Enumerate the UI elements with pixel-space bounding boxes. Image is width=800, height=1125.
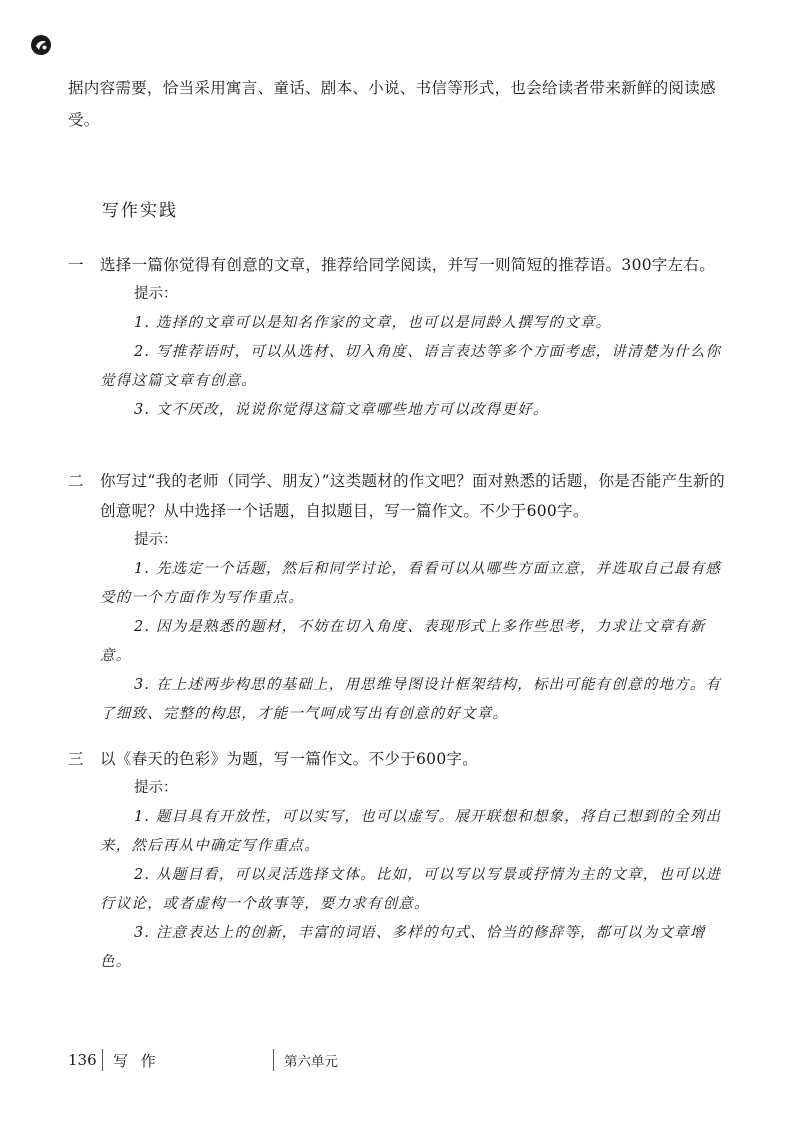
intro-paragraph: 据内容需要，恰当采用寓言、童话、剧本、小说、书信等形式，也会给读者带来新鲜的阅读感受。 <box>68 79 716 129</box>
hint-item: 2. 因为是熟悉的题材，不妨在切入角度、表现形式上多作些思考，力求让文章有新意。 <box>100 619 706 664</box>
task-2 <box>68 466 733 729</box>
hint-item: 2. 从题目看，可以灵活选择文体。比如，可以写以写景或抒情为主的文章，也可以进行议论，或者虚构一个故事等，要力求有创意。 <box>100 867 722 912</box>
hint-item: 3. 在上述两步构思的基础上，用思维导图设计框架结构，标出可能有创意的地方。有了细致、完整的构思，才能一气呵成写出有创意的好文章。 <box>100 677 722 722</box>
task-3 <box>68 744 733 977</box>
section-title: 写作实践 <box>102 201 178 221</box>
hint-item: 1. 题目具有开放性，可以实写，也可以虚写。展开联想和想象，将自己想到的全列出来，然后再从中确定写作重点。 <box>100 809 722 854</box>
hint-label: 提示： <box>134 286 178 302</box>
hint-label: 提示： <box>134 780 178 796</box>
task-number: 一 <box>68 256 84 274</box>
hint-item: 2. 写推荐语时，可以从选材、切入角度、语言表达等多个方面考虑，讲清楚为什么你觉得这篇文章有创意。 <box>100 344 722 389</box>
footer-divider <box>273 1049 274 1071</box>
task-number: 二 <box>68 472 84 490</box>
page-number: 136 <box>68 1051 97 1069</box>
hint-item: 1. 选择的文章可以是知名作家的文章，也可以是同龄人撰写的文章。 <box>134 315 612 331</box>
footer-divider <box>102 1049 103 1071</box>
task-prompt: 以《春天的色彩》为题，写一篇作文。不少于600字。 <box>100 750 479 768</box>
publisher-logo-icon <box>30 34 52 56</box>
hint-label: 提示： <box>134 532 178 548</box>
footer-unit-label: 第六单元 <box>284 1054 338 1070</box>
footer-section-label: 写 作 <box>113 1051 160 1070</box>
hint-item: 3. 注意表达上的创新，丰富的词语、多样的句式、恰当的修辞等，都可以为文章增色。 <box>100 925 706 970</box>
hint-item: 3. 文不厌改，说说你觉得这篇文章哪些地方可以改得更好。 <box>134 402 549 418</box>
task-1 <box>68 250 733 425</box>
hint-item: 1. 先选定一个话题，然后和同学讨论，看看可以从哪些方面立意，并选取自己最有感受的一个方面作为写作重点。 <box>100 561 722 606</box>
task-prompt: 选择一篇你觉得有创意的文章，推荐给同学阅读，并写一则简短的推荐语。300字左右。 <box>100 256 716 274</box>
task-number: 三 <box>68 750 84 768</box>
page-footer <box>68 1049 338 1071</box>
task-prompt: 你写过“我的老师（同学、朋友）”这类题材的作文吧？面对熟悉的话题，你是否能产生新的创意呢？从中选择一个话题，自拟题目，写一篇作文。不少于600字。 <box>100 472 725 520</box>
